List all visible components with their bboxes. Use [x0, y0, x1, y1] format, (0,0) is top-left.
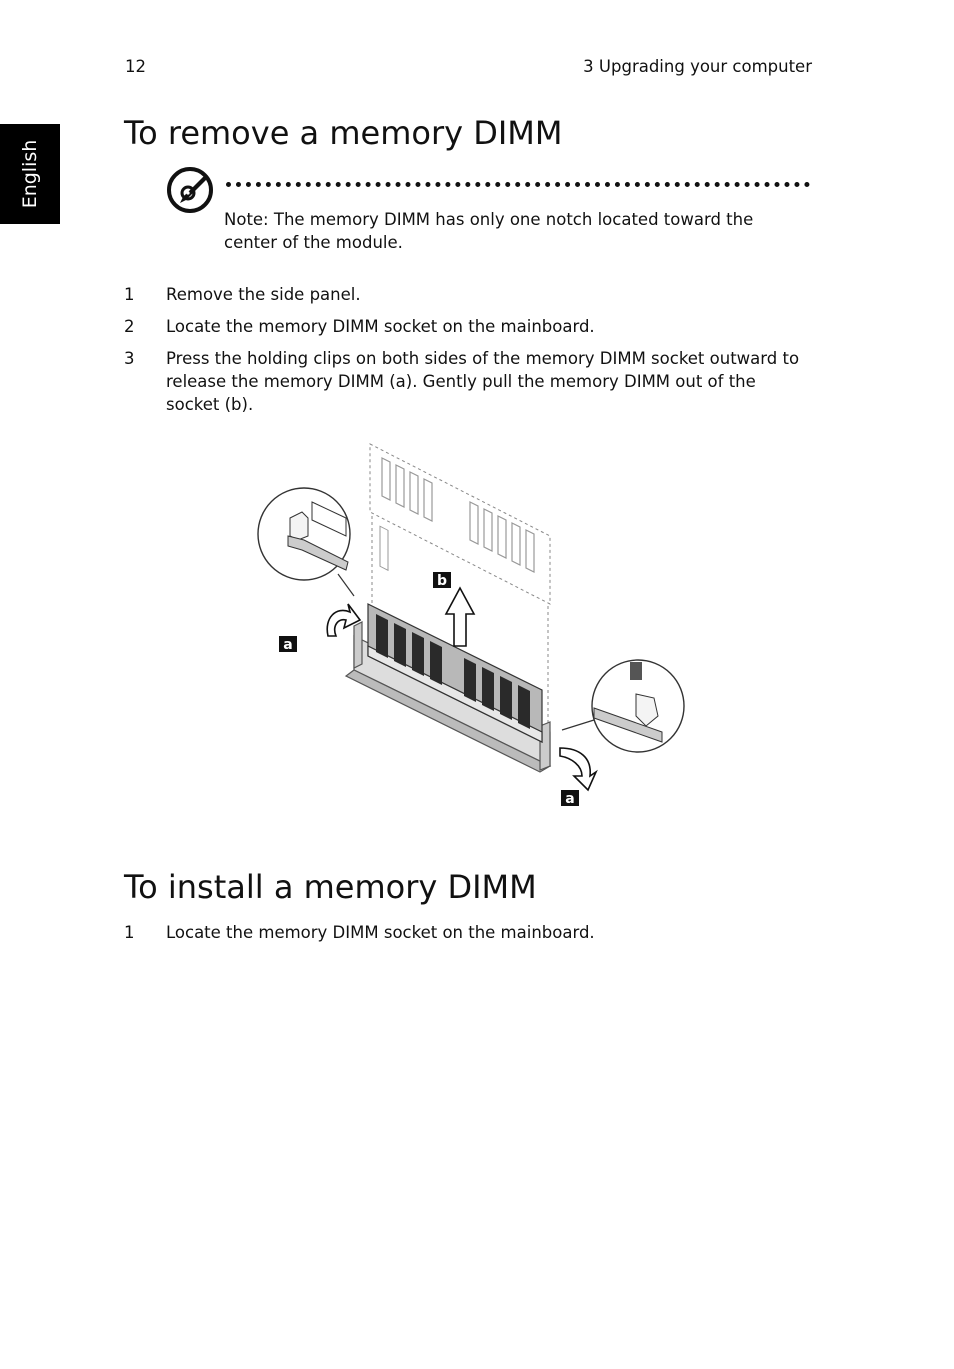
step-number: 1 [124, 285, 135, 304]
label-a-right: a [565, 791, 575, 807]
list-item [124, 921, 814, 944]
page-number: 12 [125, 57, 146, 76]
running-header: 3 Upgrading your computer [583, 57, 812, 76]
dimm-removal-illustration [250, 436, 700, 816]
list-item [124, 347, 814, 416]
clip-detail-left [258, 488, 354, 596]
list-item [124, 315, 814, 338]
note-label: Note: [224, 210, 269, 229]
language-tab-label: English [19, 139, 41, 209]
language-tab [0, 124, 60, 224]
clip-detail-right [562, 660, 684, 752]
section-title-remove: To remove a memory DIMM [124, 114, 563, 152]
step-number: 2 [124, 317, 135, 336]
step-number: 3 [124, 349, 135, 368]
pull-up-arrow [446, 588, 474, 646]
note-block [224, 208, 804, 254]
label-a-left: a [283, 637, 293, 653]
list-item [124, 283, 814, 306]
step-text: Locate the memory DIMM socket on the mainboard. [166, 317, 595, 336]
section-title-install: To install a memory DIMM [124, 868, 537, 906]
note-icon [166, 166, 214, 214]
step-text: Locate the memory DIMM socket on the mainboard. [166, 923, 595, 942]
note-divider [226, 182, 810, 187]
note-text: The memory DIMM has only one notch located toward the center of the module. [224, 210, 754, 252]
step-text: Press the holding clips on both sides of the memory DIMM socket outward to release the memory DIMM (a). Gently pull the memory DIMM out of the socket (b). [166, 349, 800, 414]
label-b: b [436, 573, 448, 589]
release-arrow-right [560, 748, 596, 790]
lifted-dimm-chips [382, 458, 534, 572]
step-text: Remove the side panel. [166, 285, 361, 304]
step-number: 1 [124, 923, 135, 942]
